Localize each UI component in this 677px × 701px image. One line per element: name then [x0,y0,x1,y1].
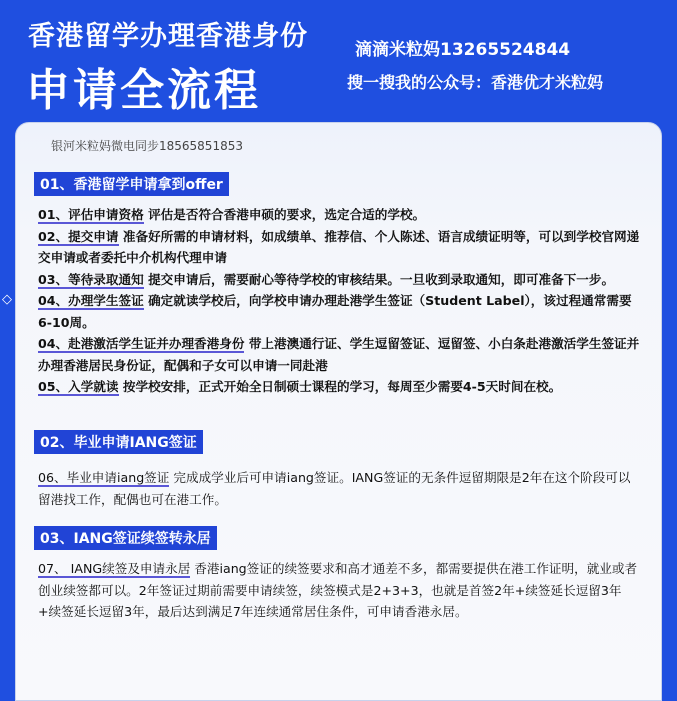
list-item [38,376,643,398]
item-text: 准备好所需的申请材料，如成绩单、推荐信、个人陈述、语言成绩证明等，可以到学校官网递交申请或者委托中介机构代理申请 [38,228,640,265]
item-key: 04、赴港激活学生证并办理香港身份 [38,336,245,351]
list-item [38,269,643,291]
section-heading-renewal: 03、IANG签证续签转永居 [34,526,217,550]
list-item [38,333,643,376]
item-key: 03、等待录取通知 [38,271,144,287]
sync-note: 银河米粒妈微电同步18565851853 [51,139,243,153]
list-item [38,290,643,333]
list-item [38,226,643,269]
list-item [38,467,643,510]
item-key: 05、入学就读 [38,379,119,394]
list-item [38,204,643,226]
list-item [38,558,643,623]
contact-line: 滴滴米粒妈13265524844 [355,40,571,60]
item-text: 香港iang签证的续签要求和高才通差不多，都需要提供在港工作证明，就业或者创业续签都可以。2年签证过期前需要申请续签，续签模式是2+3+3，也就是首签2年+续签延长逗留3年+续签延长逗留3年，最后达到满足7年连续通常居住条件，可申请香港永居。 [38,561,638,619]
item-key: 01、评估申请资格 [38,207,144,222]
item-text: 带上港澳通行证、学生逗留签证、逗留签、小白条赴港激活学生签证并办理香港居民身份证，配偶和子女可以申请一同赴港 [38,336,640,373]
page-title: 香港留学办理香港身份 [28,21,308,52]
item-text: 按学校安排，正式开始全日制硕士课程的学习，每周至少需要4-5天时间在校。 [118,379,562,394]
header-banner [0,0,677,125]
item-key: 07、 IANG续签及申请永居 [38,561,191,576]
item-text: 确定就读学校后，向学校申请办理赴港学生签证（Student Label），该过程通常需要6-10周。 [38,293,632,330]
section-offer-content [38,204,643,398]
section-heading-offer: 01、香港留学申请拿到offer [34,172,229,196]
section-iang-content [38,467,643,510]
item-key: 06、毕业申请iang签证 [38,470,170,485]
search-hint: 搜一搜我的公众号：香港优才米粒妈 [347,73,604,92]
section-renewal-content [38,558,643,623]
item-text: 提交申请后，需要耐心等待学校的审核结果。一旦收到录取通知，即可准备下一步。 [143,271,615,287]
item-key: 02、提交申请 [38,228,119,244]
section-heading-iang: 02、毕业申请IANG签证 [34,430,203,454]
page-subtitle: 申请全流程 [26,65,261,116]
diamond-icon: ◇ [2,292,12,307]
item-text: 评估是否符合香港申硕的要求，选定合适的学校。 [143,207,426,222]
content-card [15,122,662,701]
item-text: 完成成学业后可申请iang签证。IANG签证的无条件逗留期限是2年在这个阶段可以留港找工作，配偶也可在港工作。 [38,470,631,507]
item-key: 04、办理学生签证 [38,293,144,308]
